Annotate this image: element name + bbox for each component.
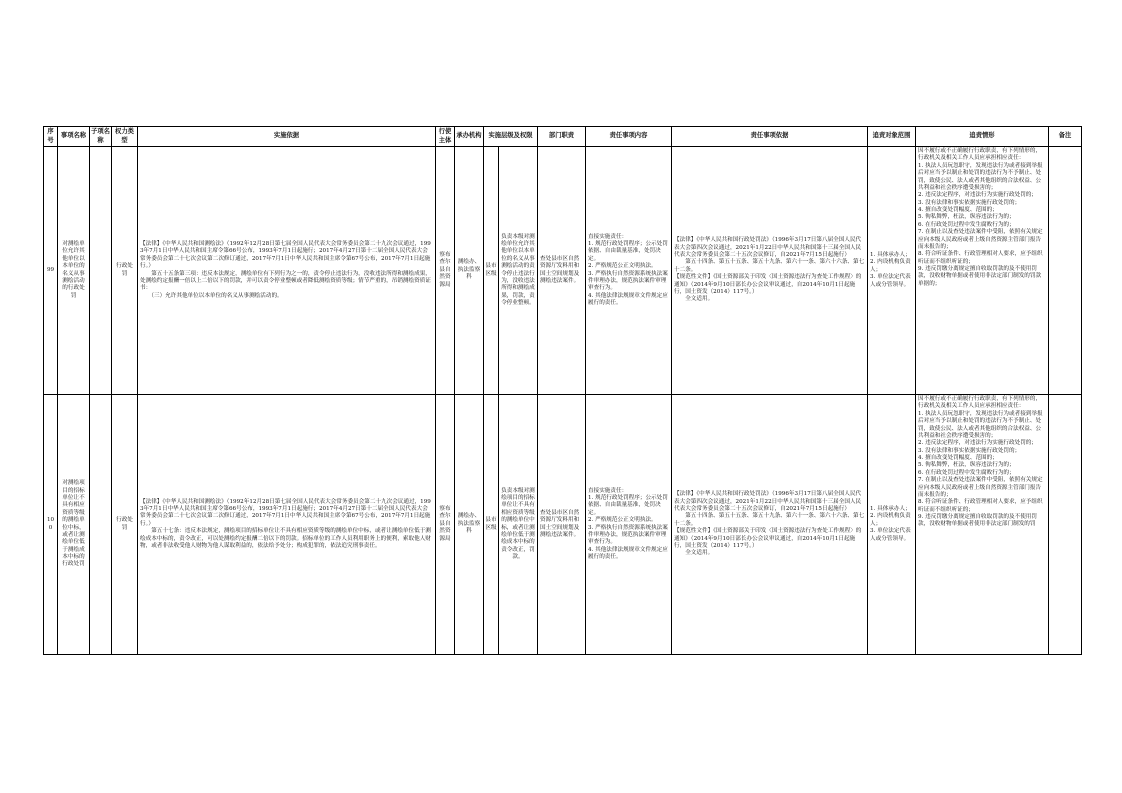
- row-content-basis: [672, 147, 868, 395]
- row-content-text: 直接实施责任： 1. 规范行政处罚程序；公示处罚依据、自由裁量基准，处罚决定。 2. 严格规范公正文明执法。 3. 严格执行自然资源系统执法案件审理办法，规范执法案件审理审查行为。 4. 其他法律法规规章文件规定应履行的责任。: [588, 487, 668, 560]
- duty-list-table: [43, 126, 1082, 655]
- row-scope-text: 1. 具体承办人； 2. 内设机构负责人； 3. 单位法定代表人或分管领导。: [870, 252, 911, 288]
- header-scope: 追责对象范围: [868, 127, 916, 147]
- row-power-type: 行政处罚: [112, 395, 138, 655]
- row-content-basis: [672, 395, 868, 655]
- row-level-name: 县市区级: [484, 395, 499, 654]
- row-subject: 察布查尔县自然资源局: [436, 395, 455, 655]
- row-scope: [868, 147, 916, 395]
- header-situation: 追责情形: [916, 127, 1049, 147]
- row-content: [586, 395, 672, 655]
- row-item-name: 对测绘项目的招标单位让不具有相应资质等级的测绘单位中标，或者让测绘单位低于测绘成本中标的行政处罚: [58, 395, 90, 655]
- header-power-type: 权力类型: [112, 127, 138, 147]
- row-remark: [1049, 395, 1082, 655]
- row-level: [484, 395, 538, 655]
- row-level-power: 负责本级对测绘单位允许其他单位以本单位的名义从事测绘活动的责令停止违法行为，没收违法所得和测绘成果，罚款，责令停业整顿。: [501, 233, 535, 306]
- header-content-basis: 责任事项依据: [672, 127, 868, 147]
- row-scope-text: 1. 具体承办人； 2. 内设机构负责人； 3. 单位法定代表人或分管领导。: [870, 506, 911, 542]
- header-remark: 备注: [1049, 127, 1082, 147]
- document-page: [43, 126, 1081, 667]
- header-item-name: 事项名称: [58, 127, 90, 147]
- row-situation: [916, 147, 1049, 395]
- row-basis: [138, 147, 436, 395]
- header-content: 责任事项内容: [586, 127, 672, 147]
- row-basis: [138, 395, 436, 655]
- header-duty: 部门职责: [538, 127, 586, 147]
- row-seq: 100: [44, 395, 58, 655]
- row-content-text: 直接实施责任： 1. 规范行政处罚程序；公示处罚依据、自由裁量基准，处罚决定。 2. 严格规范公正文明执法。 3. 严格执行自然资源系统执法案件审理办法，规范执法案件审理审查行为。 4. 其他法律法规规章文件规定应履行的责任。: [588, 233, 668, 306]
- header-sub-item: 子项名称: [90, 127, 112, 147]
- row-scope: [868, 395, 916, 655]
- header-org: 承办机构: [455, 127, 484, 147]
- row-basis-text: 【法律】《中华人民共和国测绘法》（1992年12月28日第七届全国人民代表大会常务委员会第二十九次会议通过，1993年7月1日中华人民共和国主席令第66号公布，1993年7月1日起施行；2017年4月27日第十二届全国人民代表大会常务委员会第二十七次会议第二次修订通过，2017年7月1日中华人民共和国主席令第67号公布，2017年7月1日起施行。） 第五十五条第三项：违反本法规定，测绘单位有下列行为之一的，责令停止违法行为，没收违法所得和测绘成果，处测绘约定报酬一倍以上二倍以下的罚款，并可以责令停业整顿或者降低测绘资质等级；情节严重的，吊销测绘资质证书： （三）允许其他单位以本单位的名义从事测绘活动的。: [140, 241, 431, 299]
- row-seq: 99: [44, 147, 58, 395]
- row-content-basis-text: 【法律】《中华人民共和国行政处罚法》（1996年3月17日第八届全国人民代表大会第四次会议通过，2021年1月22日中华人民共和国第十三届全国人民代表大会常务委员会第二十五次会议修订，自2021年7月15日起施行） 第五十四条、第五十五条、第五十九条、第六十一条、第六十六条、第七十二条。 【规范性文件】《国土资源部关于印发〈国土资源违法行为查处工作规程〉的通知》（2014年9月10日部长办公会议审议通过，自2014年10月1日起施行，国土资发（2014）117号。） 全文适用。: [674, 491, 865, 557]
- row-item-name: 对测绘单位允许其他单位以本单位的名义从事测绘活动的行政处罚: [58, 147, 90, 395]
- row-level-power: 负责本级对测绘项目的招标单位让不具有相应资质等级的测绘单位中标，或者让测绘单位低于测绘成本中标的责令改正，罚款。: [501, 487, 535, 560]
- table-row: [44, 395, 1082, 655]
- row-level: [484, 147, 538, 395]
- header-subject: 行使主体: [436, 127, 455, 147]
- header-basis: 实施依据: [138, 127, 436, 147]
- row-basis-text: 【法律】《中华人民共和国测绘法》（1992年12月28日第七届全国人民代表大会常务委员会第二十九次会议通过，1993年7月1日中华人民共和国主席令第66号公布，1993年7月1日起施行；2017年4月27日第十二届全国人民代表大会常务委员会第二十七次会议第二次修订通过，2017年7月1日中华人民共和国主席令第67号公布，2017年7月1日起施行。） 第五十七条：违反本法规定，测绘项目的招标单位让不具有相应资质等级的测绘单位中标，或者让测绘单位低于测绘成本中标的，责令改正，可以处测绘约定报酬二倍以下的罚款。招标单位的工作人员利用职务上的便利，索取他人财物，或者非法收受他人财物为他人谋取利益的，依法给予处分；构成犯罪的，依法追究刑事责任。: [140, 498, 431, 549]
- row-content-basis-text: 【法律】《中华人民共和国行政处罚法》（1996年3月17日第八届全国人民代表大会第四次会议通过，2021年1月22日中华人民共和国第十三届全国人民代表大会常务委员会第二十五次会议修订，自2021年7月15日起施行） 第五十四条、第五十五条、第五十九条、第六十一条、第六十六条、第七十二条。 【规范性文件】《国土资源部关于印发〈国土资源违法行为查处工作规程〉的通知》（2014年9月10日部长办公会议审议通过，自2014年10月1日起施行，国土资发（2014）117号。） 全文适用。: [674, 237, 865, 303]
- row-sub-item: [90, 147, 112, 395]
- table-row: [44, 147, 1082, 395]
- row-power-type: 行政处罚: [112, 147, 138, 395]
- row-org: 测绘办、执法监察科: [455, 395, 484, 655]
- row-situation-text: 因不履行或不正确履行行政职责，有下列情形的，行政机关及相关工作人员应承担相应责任： 1. 执法人员玩忽职守，发现违法行为或者接到举报后对应当予以制止和处罚的违法行为不予制止、处罚，致使公民、法人或者其他组织的合法权益、公共利益和社会秩序遭受损害的； 2. 违反法定程序，对违法行为实施行政处罚的； 3. 没有法律和事实依据实施行政处罚的； 4. 擅自改变处罚幅度、范围的； 5. 徇私舞弊，枉法，纵容违法行为的； 6. 在行政处罚过程中发生腐败行为的； 7. 在制止以及查处违法案件中受阻，依照有关规定应向本级人民政府或者上级自然资源主管部门报告而未报告的； 8. 符合听证条件、行政管理相对人要求，应予组织听证而不组织听证的； 9. 违反罚缴分离规定擅自收取罚款的及不使用罚款，没收财物单据或者使用非法定部门制发的罚: [918, 396, 1043, 528]
- row-subject: 察布查尔县自然资源局: [436, 147, 455, 395]
- table-header-row: [44, 127, 1082, 147]
- row-content: [586, 147, 672, 395]
- header-seq: 序号: [44, 127, 58, 147]
- row-remark: [1049, 147, 1082, 395]
- row-situation: [916, 395, 1049, 655]
- row-duty: 查处县市区自然资源厅发料用和国土空间规划及测绘违法案件。: [538, 147, 586, 395]
- row-sub-item: [90, 395, 112, 655]
- row-situation-text: 因不履行或不正确履行行政职责，有下列情形的，行政机关及相关工作人员应承担相应责任： 1. 执法人员玩忽职守，发现违法行为或者接到举报后对应当予以制止和处罚的违法行为不予制止、处罚，致使公民、法人或者其他组织的合法权益、公共利益和社会秩序遭受损害的； 2. 违反法定程序，对违法行为实施行政处罚的； 3. 没有法律和事实依据实施行政处罚的； 4. 擅自改变处罚幅度、范围的； 5. 徇私舞弊，枉法，纵容违法行为的； 6. 在行政处罚过程中发生腐败行为的； 7. 在制止以及查处违法案件中受阻，依照有关规定应向本级人民政府或者上级自然资源主管部门报告而未报告的； 8. 符合听证条件、行政管理相对人要求，应予组织听证而不组织听证的； 9. 违反罚缴分离规定擅自收取罚款的及不使用罚款，没收财物单据或者使用非法定部门制发的罚款单据的；: [918, 148, 1043, 287]
- row-level-name: 县市区级: [484, 147, 499, 394]
- row-org: 测绘办、执法监察科: [455, 147, 484, 395]
- header-level: 实施层级及权限: [484, 127, 538, 147]
- row-duty: 查处县市区自然资源厅发料用和国土空间规划及测绘违法案件。: [538, 395, 586, 655]
